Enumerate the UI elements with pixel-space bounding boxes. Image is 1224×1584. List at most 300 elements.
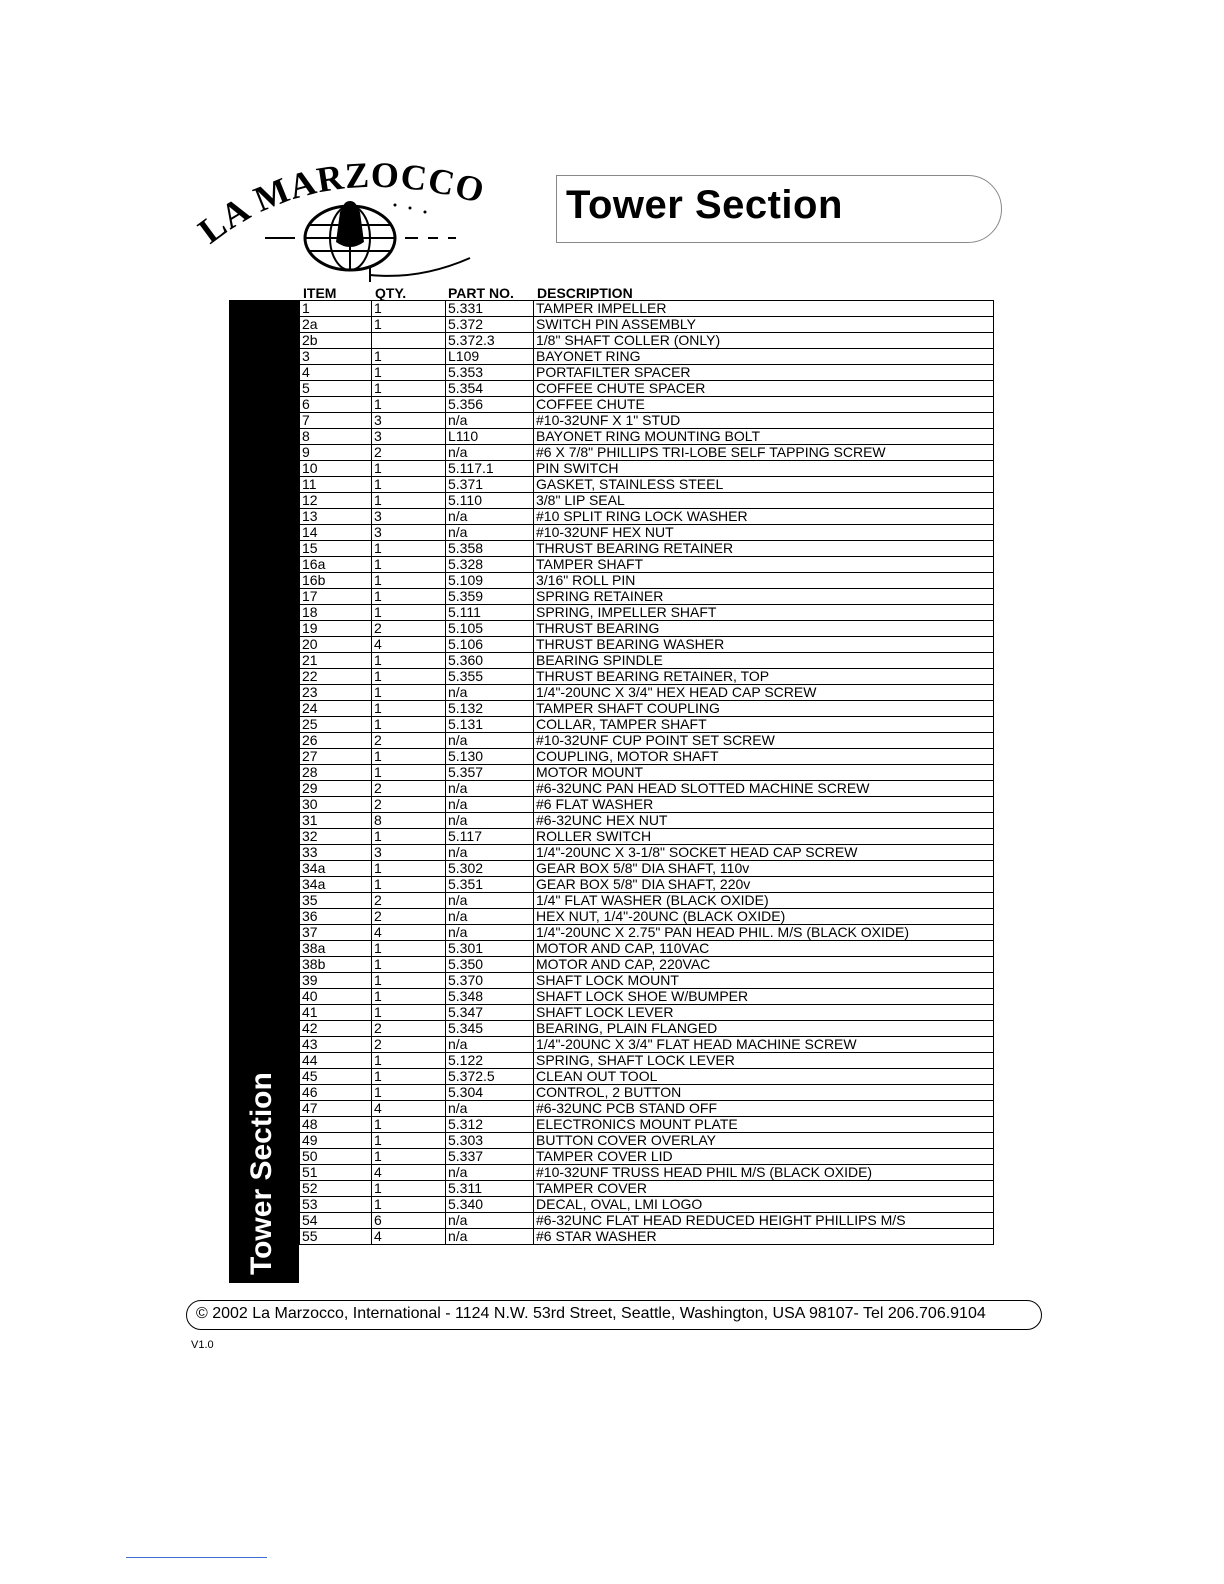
part-no-cell: 5.117.1 <box>446 461 534 477</box>
item-cell: 6 <box>300 397 372 413</box>
footer-address: © 2002 La Marzocco, International - 1124 N.W. 53rd Street, Seattle, Washington, USA 98107- Tel 206.706.9104 <box>196 1305 986 1322</box>
part-no-cell: 5.122 <box>446 1053 534 1069</box>
description-cell: #10-32UNF CUP POINT SET SCREW <box>534 733 994 749</box>
qty-cell: 8 <box>372 813 446 829</box>
description-cell: SHAFT LOCK MOUNT <box>534 973 994 989</box>
item-cell: 35 <box>300 893 372 909</box>
qty-cell: 1 <box>372 669 446 685</box>
table-row <box>300 685 994 701</box>
part-no-cell: n/a <box>446 1213 534 1229</box>
description-cell: COFFEE CHUTE <box>534 397 994 413</box>
part-no-cell: 5.131 <box>446 717 534 733</box>
description-cell: 1/4"-20UNC X 3/4" HEX HEAD CAP SCREW <box>534 685 994 701</box>
table-row <box>300 1005 994 1021</box>
item-cell: 4 <box>300 365 372 381</box>
item-cell: 18 <box>300 605 372 621</box>
qty-cell: 2 <box>372 909 446 925</box>
description-cell: 1/4"-20UNC X 3-1/8" SOCKET HEAD CAP SCREW <box>534 845 994 861</box>
item-cell: 31 <box>300 813 372 829</box>
item-cell: 1 <box>300 301 372 317</box>
part-no-cell: n/a <box>446 797 534 813</box>
description-cell: DECAL, OVAL, LMI LOGO <box>534 1197 994 1213</box>
description-cell: MOTOR AND CAP, 220VAC <box>534 957 994 973</box>
part-no-cell: 5.311 <box>446 1181 534 1197</box>
description-cell: SPRING, SHAFT LOCK LEVER <box>534 1053 994 1069</box>
table-row <box>300 1197 994 1213</box>
description-cell: TAMPER COVER <box>534 1181 994 1197</box>
table-row <box>300 989 994 1005</box>
part-no-cell: 5.350 <box>446 957 534 973</box>
description-cell: 3/16" ROLL PIN <box>534 573 994 589</box>
item-cell: 23 <box>300 685 372 701</box>
table-row <box>300 701 994 717</box>
description-cell: BAYONET RING MOUNTING BOLT <box>534 429 994 445</box>
item-cell: 2a <box>300 317 372 333</box>
la-marzocco-logo <box>190 150 550 285</box>
table-row <box>300 605 994 621</box>
qty-cell: 1 <box>372 589 446 605</box>
qty-cell: 2 <box>372 797 446 813</box>
qty-cell: 3 <box>372 509 446 525</box>
part-no-cell: L109 <box>446 349 534 365</box>
item-cell: 44 <box>300 1053 372 1069</box>
item-cell: 29 <box>300 781 372 797</box>
item-cell: 48 <box>300 1117 372 1133</box>
item-cell: 33 <box>300 845 372 861</box>
description-cell: TAMPER COVER LID <box>534 1149 994 1165</box>
table-row <box>300 669 994 685</box>
part-no-cell: n/a <box>446 509 534 525</box>
qty-cell: 3 <box>372 413 446 429</box>
item-cell: 45 <box>300 1069 372 1085</box>
qty-cell: 1 <box>372 877 446 893</box>
item-cell: 20 <box>300 637 372 653</box>
item-cell: 26 <box>300 733 372 749</box>
table-row <box>300 813 994 829</box>
table-row <box>300 893 994 909</box>
table-row <box>300 733 994 749</box>
description-cell: THRUST BEARING RETAINER, TOP <box>534 669 994 685</box>
part-no-cell: 5.371 <box>446 477 534 493</box>
table-row <box>300 1069 994 1085</box>
table-row <box>300 861 994 877</box>
part-no-cell: n/a <box>446 413 534 429</box>
part-no-cell: n/a <box>446 1037 534 1053</box>
table-row <box>300 301 994 317</box>
parts-table-body <box>300 301 994 1245</box>
item-cell: 41 <box>300 1005 372 1021</box>
table-row <box>300 365 994 381</box>
item-cell: 22 <box>300 669 372 685</box>
item-cell: 54 <box>300 1213 372 1229</box>
item-cell: 55 <box>300 1229 372 1245</box>
qty-cell: 1 <box>372 973 446 989</box>
table-row <box>300 1053 994 1069</box>
table-row <box>300 477 994 493</box>
column-header-part-no: PART NO. <box>448 285 514 301</box>
part-no-cell: 5.328 <box>446 557 534 573</box>
item-cell: 30 <box>300 797 372 813</box>
description-cell: TAMPER IMPELLER <box>534 301 994 317</box>
table-row <box>300 1133 994 1149</box>
item-cell: 52 <box>300 1181 372 1197</box>
part-no-cell: 5.348 <box>446 989 534 1005</box>
description-cell: TAMPER SHAFT COUPLING <box>534 701 994 717</box>
description-cell: THRUST BEARING <box>534 621 994 637</box>
table-row <box>300 333 994 349</box>
table-row <box>300 957 994 973</box>
qty-cell: 1 <box>372 557 446 573</box>
table-row <box>300 445 994 461</box>
description-cell: MOTOR AND CAP, 110VAC <box>534 941 994 957</box>
part-no-cell: 5.117 <box>446 829 534 845</box>
qty-cell: 1 <box>372 365 446 381</box>
item-cell: 2b <box>300 333 372 349</box>
qty-cell: 1 <box>372 381 446 397</box>
qty-cell: 1 <box>372 493 446 509</box>
table-row <box>300 877 994 893</box>
part-no-cell: n/a <box>446 1229 534 1245</box>
item-cell: 13 <box>300 509 372 525</box>
part-no-cell: n/a <box>446 733 534 749</box>
part-no-cell: 5.355 <box>446 669 534 685</box>
part-no-cell: n/a <box>446 909 534 925</box>
table-row <box>300 493 994 509</box>
qty-cell: 1 <box>372 1197 446 1213</box>
item-cell: 47 <box>300 1101 372 1117</box>
part-no-cell: 5.132 <box>446 701 534 717</box>
qty-cell: 2 <box>372 893 446 909</box>
description-cell: THRUST BEARING WASHER <box>534 637 994 653</box>
qty-cell: 1 <box>372 861 446 877</box>
item-cell: 16b <box>300 573 372 589</box>
item-cell: 32 <box>300 829 372 845</box>
description-cell: #6-32UNC PAN HEAD SLOTTED MACHINE SCREW <box>534 781 994 797</box>
column-headers <box>0 285 1224 301</box>
qty-cell: 4 <box>372 925 446 941</box>
description-cell: #6-32UNC FLAT HEAD REDUCED HEIGHT PHILLIPS M/S <box>534 1213 994 1229</box>
item-cell: 38a <box>300 941 372 957</box>
description-cell: #6-32UNC HEX NUT <box>534 813 994 829</box>
item-cell: 53 <box>300 1197 372 1213</box>
item-cell: 51 <box>300 1165 372 1181</box>
description-cell: HEX NUT, 1/4"-20UNC (BLACK OXIDE) <box>534 909 994 925</box>
table-row <box>300 541 994 557</box>
table-row <box>300 1101 994 1117</box>
description-cell: CLEAN OUT TOOL <box>534 1069 994 1085</box>
qty-cell: 2 <box>372 1037 446 1053</box>
item-cell: 40 <box>300 989 372 1005</box>
table-row <box>300 925 994 941</box>
description-cell: TAMPER SHAFT <box>534 557 994 573</box>
description-cell: CONTROL, 2 BUTTON <box>534 1085 994 1101</box>
description-cell: SHAFT LOCK SHOE W/BUMPER <box>534 989 994 1005</box>
part-no-cell: 5.347 <box>446 1005 534 1021</box>
qty-cell: 1 <box>372 653 446 669</box>
description-cell: BEARING, PLAIN FLANGED <box>534 1021 994 1037</box>
description-cell: PIN SWITCH <box>534 461 994 477</box>
table-row <box>300 397 994 413</box>
item-cell: 11 <box>300 477 372 493</box>
item-cell: 15 <box>300 541 372 557</box>
part-no-cell: 5.372.3 <box>446 333 534 349</box>
table-row <box>300 717 994 733</box>
qty-cell: 1 <box>372 957 446 973</box>
item-cell: 50 <box>300 1149 372 1165</box>
qty-cell: 2 <box>372 1021 446 1037</box>
table-row <box>300 1117 994 1133</box>
qty-cell: 1 <box>372 477 446 493</box>
qty-cell: 6 <box>372 1213 446 1229</box>
table-row <box>300 429 994 445</box>
qty-cell: 1 <box>372 541 446 557</box>
part-no-cell: 5.372.5 <box>446 1069 534 1085</box>
qty-cell: 3 <box>372 429 446 445</box>
item-cell: 16a <box>300 557 372 573</box>
part-no-cell: 5.354 <box>446 381 534 397</box>
part-no-cell: n/a <box>446 445 534 461</box>
description-cell: 3/8" LIP SEAL <box>534 493 994 509</box>
qty-cell: 1 <box>372 1181 446 1197</box>
item-cell: 10 <box>300 461 372 477</box>
column-header-item: ITEM <box>303 285 337 301</box>
qty-cell: 2 <box>372 445 446 461</box>
item-cell: 12 <box>300 493 372 509</box>
part-no-cell: n/a <box>446 925 534 941</box>
column-header-description: DESCRIPTION <box>537 285 633 301</box>
part-no-cell: 5.360 <box>446 653 534 669</box>
part-no-cell: 5.345 <box>446 1021 534 1037</box>
item-cell: 34a <box>300 877 372 893</box>
part-no-cell: 5.301 <box>446 941 534 957</box>
description-cell: SHAFT LOCK LEVER <box>534 1005 994 1021</box>
part-no-cell: 5.312 <box>446 1117 534 1133</box>
description-cell: SPRING RETAINER <box>534 589 994 605</box>
item-cell: 24 <box>300 701 372 717</box>
part-no-cell: n/a <box>446 525 534 541</box>
item-cell: 25 <box>300 717 372 733</box>
description-cell: #6 FLAT WASHER <box>534 797 994 813</box>
item-cell: 8 <box>300 429 372 445</box>
description-cell: #10 SPLIT RING LOCK WASHER <box>534 509 994 525</box>
part-no-cell: 5.331 <box>446 301 534 317</box>
qty-cell: 3 <box>372 525 446 541</box>
table-row <box>300 1085 994 1101</box>
page-title: Tower Section <box>566 183 843 227</box>
part-no-cell: 5.304 <box>446 1085 534 1101</box>
footnote-rule <box>126 1557 267 1558</box>
qty-cell: 1 <box>372 765 446 781</box>
item-cell: 9 <box>300 445 372 461</box>
description-cell: MOTOR MOUNT <box>534 765 994 781</box>
description-cell: #10-32UNF HEX NUT <box>534 525 994 541</box>
table-row <box>300 1229 994 1245</box>
item-cell: 14 <box>300 525 372 541</box>
qty-cell: 1 <box>372 749 446 765</box>
part-no-cell: 5.110 <box>446 493 534 509</box>
table-row <box>300 1181 994 1197</box>
item-cell: 46 <box>300 1085 372 1101</box>
description-cell: #6 X 7/8" PHILLIPS TRI-LOBE SELF TAPPING SCREW <box>534 445 994 461</box>
part-no-cell: 5.337 <box>446 1149 534 1165</box>
description-cell: BUTTON COVER OVERLAY <box>534 1133 994 1149</box>
qty-cell: 1 <box>372 829 446 845</box>
table-row <box>300 781 994 797</box>
part-no-cell: 5.356 <box>446 397 534 413</box>
table-row <box>300 413 994 429</box>
item-cell: 5 <box>300 381 372 397</box>
item-cell: 38b <box>300 957 372 973</box>
part-no-cell: n/a <box>446 845 534 861</box>
column-header-qty: QTY. <box>375 285 407 301</box>
description-cell: PORTAFILTER SPACER <box>534 365 994 381</box>
qty-cell: 1 <box>372 349 446 365</box>
qty-cell: 4 <box>372 1165 446 1181</box>
description-cell: GEAR BOX 5/8" DIA SHAFT, 110v <box>534 861 994 877</box>
table-row <box>300 1213 994 1229</box>
parts-table <box>299 300 994 1245</box>
part-no-cell: n/a <box>446 685 534 701</box>
item-cell: 19 <box>300 621 372 637</box>
table-row <box>300 941 994 957</box>
table-row <box>300 797 994 813</box>
part-no-cell: 5.111 <box>446 605 534 621</box>
description-cell: 1/4"-20UNC X 3/4" FLAT HEAD MACHINE SCREW <box>534 1037 994 1053</box>
qty-cell: 2 <box>372 781 446 797</box>
part-no-cell: 5.351 <box>446 877 534 893</box>
item-cell: 43 <box>300 1037 372 1053</box>
part-no-cell: 5.130 <box>446 749 534 765</box>
logo-wordmark: LA MARZOCCO <box>190 154 490 252</box>
description-cell: ROLLER SWITCH <box>534 829 994 845</box>
description-cell: SWITCH PIN ASSEMBLY <box>534 317 994 333</box>
item-cell: 34a <box>300 861 372 877</box>
description-cell: 1/8" SHAFT COLLER (ONLY) <box>534 333 994 349</box>
description-cell: #6 STAR WASHER <box>534 1229 994 1245</box>
item-cell: 28 <box>300 765 372 781</box>
table-row <box>300 621 994 637</box>
table-row <box>300 1037 994 1053</box>
description-cell: ELECTRONICS MOUNT PLATE <box>534 1117 994 1133</box>
part-no-cell: n/a <box>446 781 534 797</box>
table-row <box>300 381 994 397</box>
part-no-cell: 5.359 <box>446 589 534 605</box>
qty-cell: 1 <box>372 573 446 589</box>
qty-cell: 1 <box>372 685 446 701</box>
qty-cell: 1 <box>372 317 446 333</box>
item-cell: 37 <box>300 925 372 941</box>
table-row <box>300 1149 994 1165</box>
qty-cell: 1 <box>372 701 446 717</box>
description-cell: BEARING SPINDLE <box>534 653 994 669</box>
description-cell: 1/4" FLAT WASHER (BLACK OXIDE) <box>534 893 994 909</box>
description-cell: #10-32UNF TRUSS HEAD PHIL M/S (BLACK OXIDE) <box>534 1165 994 1181</box>
qty-cell: 1 <box>372 301 446 317</box>
description-cell: COUPLING, MOTOR SHAFT <box>534 749 994 765</box>
item-cell: 27 <box>300 749 372 765</box>
description-cell: #10-32UNF X 1" STUD <box>534 413 994 429</box>
qty-cell: 4 <box>372 1229 446 1245</box>
part-no-cell: 5.109 <box>446 573 534 589</box>
table-row <box>300 509 994 525</box>
qty-cell: 1 <box>372 1005 446 1021</box>
qty-cell: 2 <box>372 621 446 637</box>
part-no-cell: 5.302 <box>446 861 534 877</box>
qty-cell: 1 <box>372 1133 446 1149</box>
qty-cell: 1 <box>372 989 446 1005</box>
qty-cell: 1 <box>372 461 446 477</box>
part-no-cell: 5.370 <box>446 973 534 989</box>
part-no-cell: 5.340 <box>446 1197 534 1213</box>
part-no-cell: 5.372 <box>446 317 534 333</box>
table-row <box>300 909 994 925</box>
qty-cell: 1 <box>372 941 446 957</box>
part-no-cell: 5.358 <box>446 541 534 557</box>
qty-cell: 1 <box>372 1053 446 1069</box>
qty-cell: 2 <box>372 733 446 749</box>
item-cell: 39 <box>300 973 372 989</box>
table-row <box>300 461 994 477</box>
table-row <box>300 829 994 845</box>
part-no-cell: 5.303 <box>446 1133 534 1149</box>
qty-cell <box>372 333 446 349</box>
table-row <box>300 637 994 653</box>
qty-cell: 3 <box>372 845 446 861</box>
version-label: V1.0 <box>191 1339 214 1351</box>
item-cell: 42 <box>300 1021 372 1037</box>
item-cell: 49 <box>300 1133 372 1149</box>
description-cell: GASKET, STAINLESS STEEL <box>534 477 994 493</box>
table-row <box>300 749 994 765</box>
description-cell: COFFEE CHUTE SPACER <box>534 381 994 397</box>
table-row <box>300 653 994 669</box>
table-row <box>300 1165 994 1181</box>
description-cell: SPRING, IMPELLER SHAFT <box>534 605 994 621</box>
qty-cell: 1 <box>372 605 446 621</box>
part-no-cell: 5.357 <box>446 765 534 781</box>
description-cell: THRUST BEARING RETAINER <box>534 541 994 557</box>
qty-cell: 1 <box>372 397 446 413</box>
item-cell: 36 <box>300 909 372 925</box>
part-no-cell: L110 <box>446 429 534 445</box>
description-cell: GEAR BOX 5/8" DIA SHAFT, 220v <box>534 877 994 893</box>
table-row <box>300 973 994 989</box>
part-no-cell: 5.105 <box>446 621 534 637</box>
part-no-cell: n/a <box>446 1165 534 1181</box>
table-row <box>300 589 994 605</box>
qty-cell: 1 <box>372 1085 446 1101</box>
qty-cell: 4 <box>372 637 446 653</box>
qty-cell: 1 <box>372 1149 446 1165</box>
description-cell: 1/4"-20UNC X 2.75" PAN HEAD PHIL. M/S (BLACK OXIDE) <box>534 925 994 941</box>
item-cell: 7 <box>300 413 372 429</box>
table-row <box>300 1021 994 1037</box>
item-cell: 17 <box>300 589 372 605</box>
qty-cell: 1 <box>372 717 446 733</box>
part-no-cell: 5.106 <box>446 637 534 653</box>
part-no-cell: 5.353 <box>446 365 534 381</box>
qty-cell: 4 <box>372 1101 446 1117</box>
part-no-cell: n/a <box>446 813 534 829</box>
qty-cell: 1 <box>372 1069 446 1085</box>
table-row <box>300 317 994 333</box>
table-row <box>300 557 994 573</box>
item-cell: 3 <box>300 349 372 365</box>
table-row <box>300 349 994 365</box>
qty-cell: 1 <box>372 1117 446 1133</box>
sidebar-label: Tower Section <box>245 1072 278 1275</box>
part-no-cell: n/a <box>446 1101 534 1117</box>
